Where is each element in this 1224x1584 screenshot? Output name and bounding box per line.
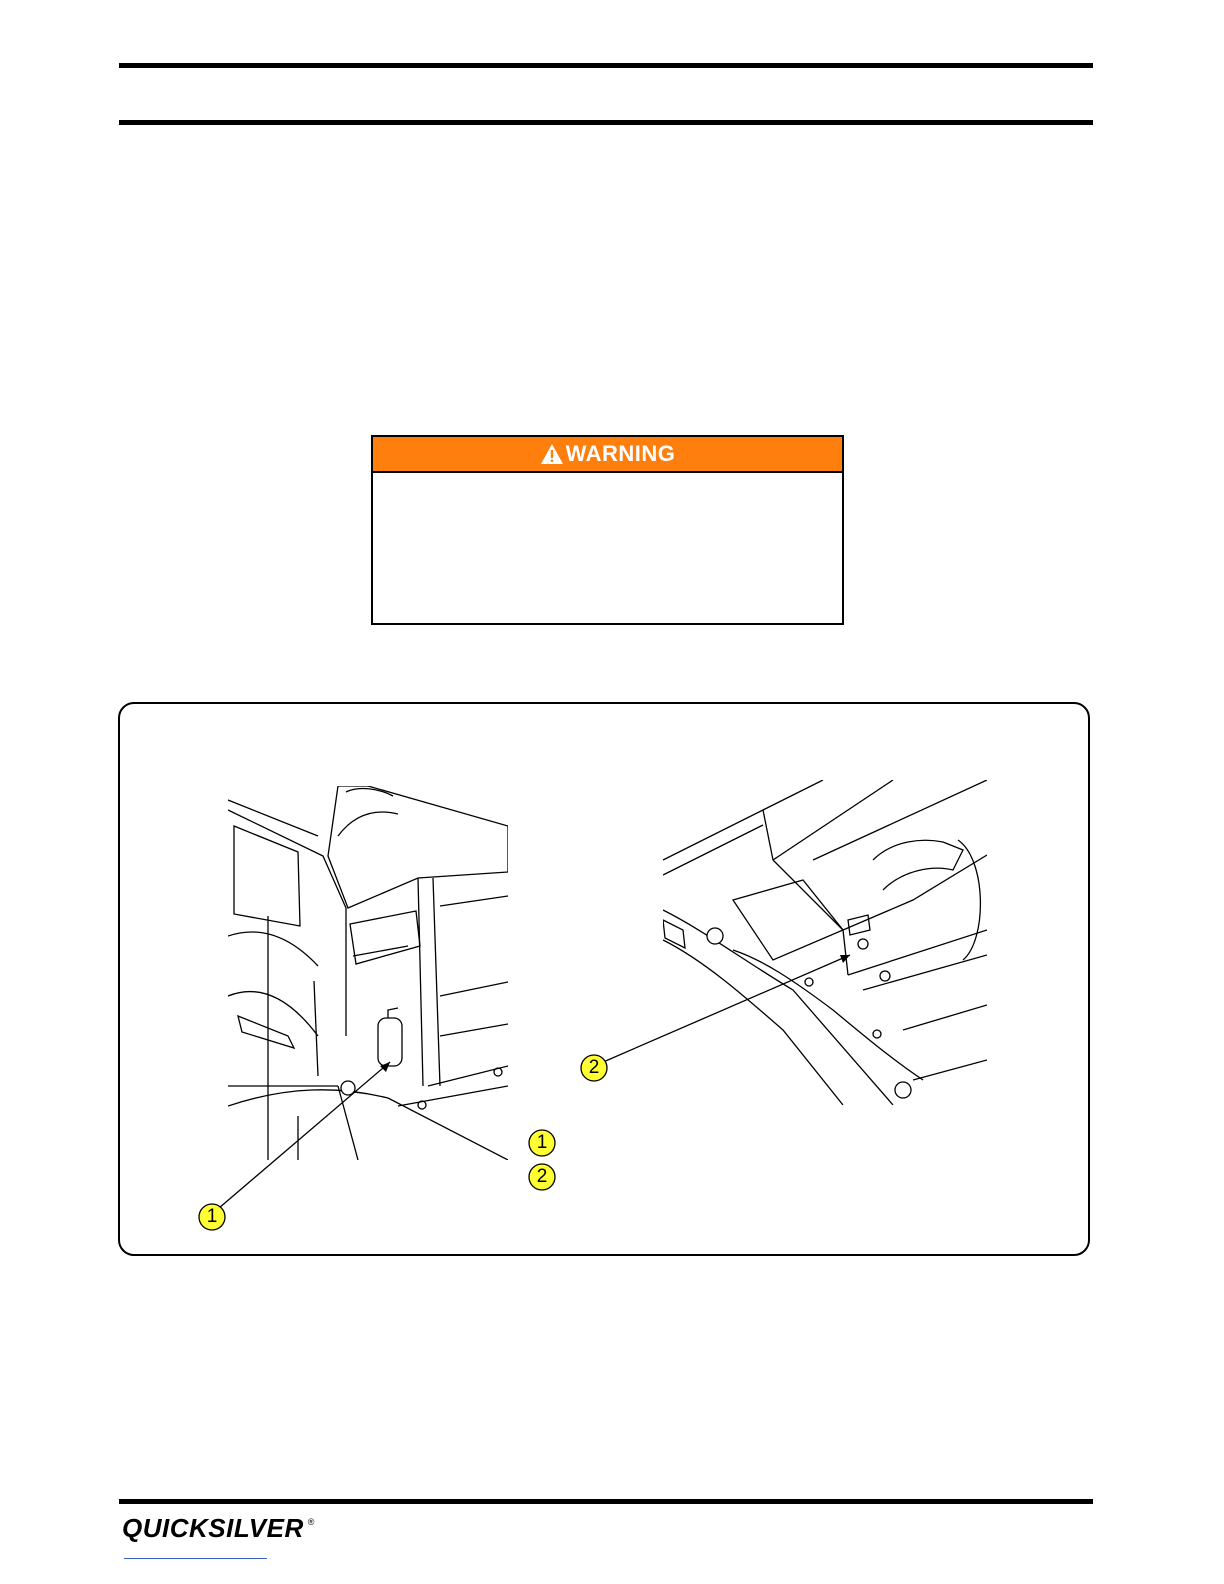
quicksilver-logo — [122, 1513, 315, 1544]
callout-2-leader-badge: 2 — [580, 1054, 608, 1082]
registered-mark: ® — [307, 1517, 315, 1527]
legend-item-2: 2 — [528, 1163, 556, 1191]
brand-name: QUICKSILVER — [122, 1513, 304, 1543]
footer-link-underline[interactable] — [124, 1558, 267, 1559]
callout-1-leader-badge: 1 — [198, 1203, 226, 1231]
footer-rule — [119, 1499, 1093, 1504]
warning-label: WARNING — [565, 441, 676, 466]
legend-item-1: 1 — [528, 1129, 556, 1157]
